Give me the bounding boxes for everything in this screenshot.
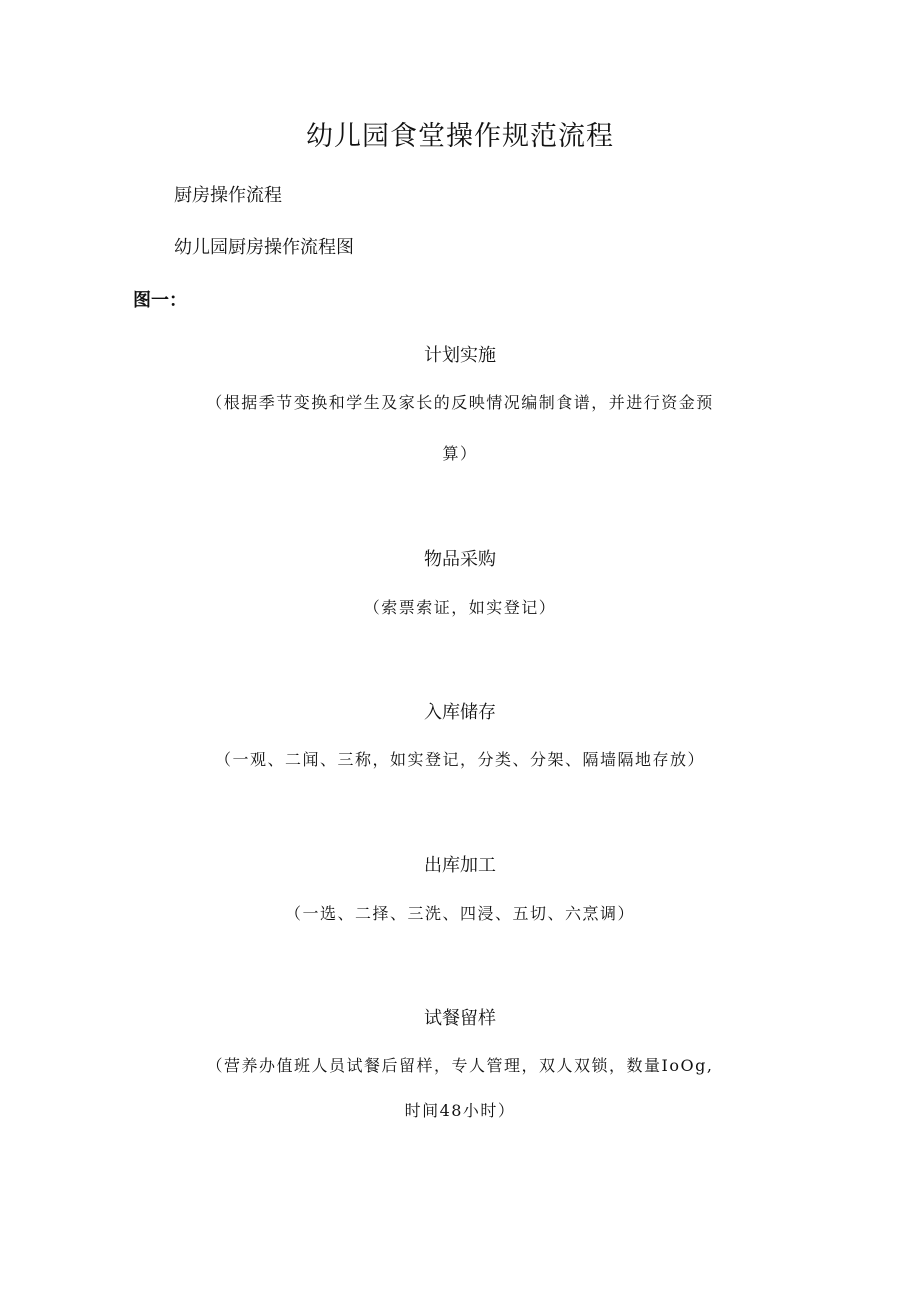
figure-label: 图一： — [133, 290, 187, 311]
step-plan-note-line1: （根据季节变换和学生及家长的反映情况编制食谱，并进行资金预 — [206, 393, 714, 412]
step-sample-note-line1: （营养办值班人员试餐后留样，专人管理，双人双锁，数量IoOg, — [206, 1056, 714, 1075]
step-sample-title: 试餐留样 — [424, 1008, 496, 1029]
step-plan-note-line2: 算） — [442, 444, 478, 463]
step-processing-title: 出库加工 — [424, 855, 496, 876]
flowchart-heading: 幼儿园厨房操作流程图 — [174, 237, 354, 258]
step-purchase-title: 物品采购 — [424, 549, 496, 570]
step-processing-note: （一选、二择、三洗、四浸、五切、六烹调） — [284, 904, 635, 923]
step-storage-title: 入库储存 — [424, 702, 496, 723]
section-heading: 厨房操作流程 — [174, 185, 282, 206]
step-purchase-note: （索票索证，如实登记） — [363, 598, 557, 617]
step-plan-title: 计划实施 — [424, 345, 496, 366]
step-sample-note-line2: 时间48小时） — [404, 1101, 516, 1120]
document-title: 幼儿园食堂操作规范流程 — [306, 121, 614, 152]
step-storage-note: （一观、二闻、三称，如实登记，分类、分架、隔墙隔地存放） — [214, 750, 705, 769]
